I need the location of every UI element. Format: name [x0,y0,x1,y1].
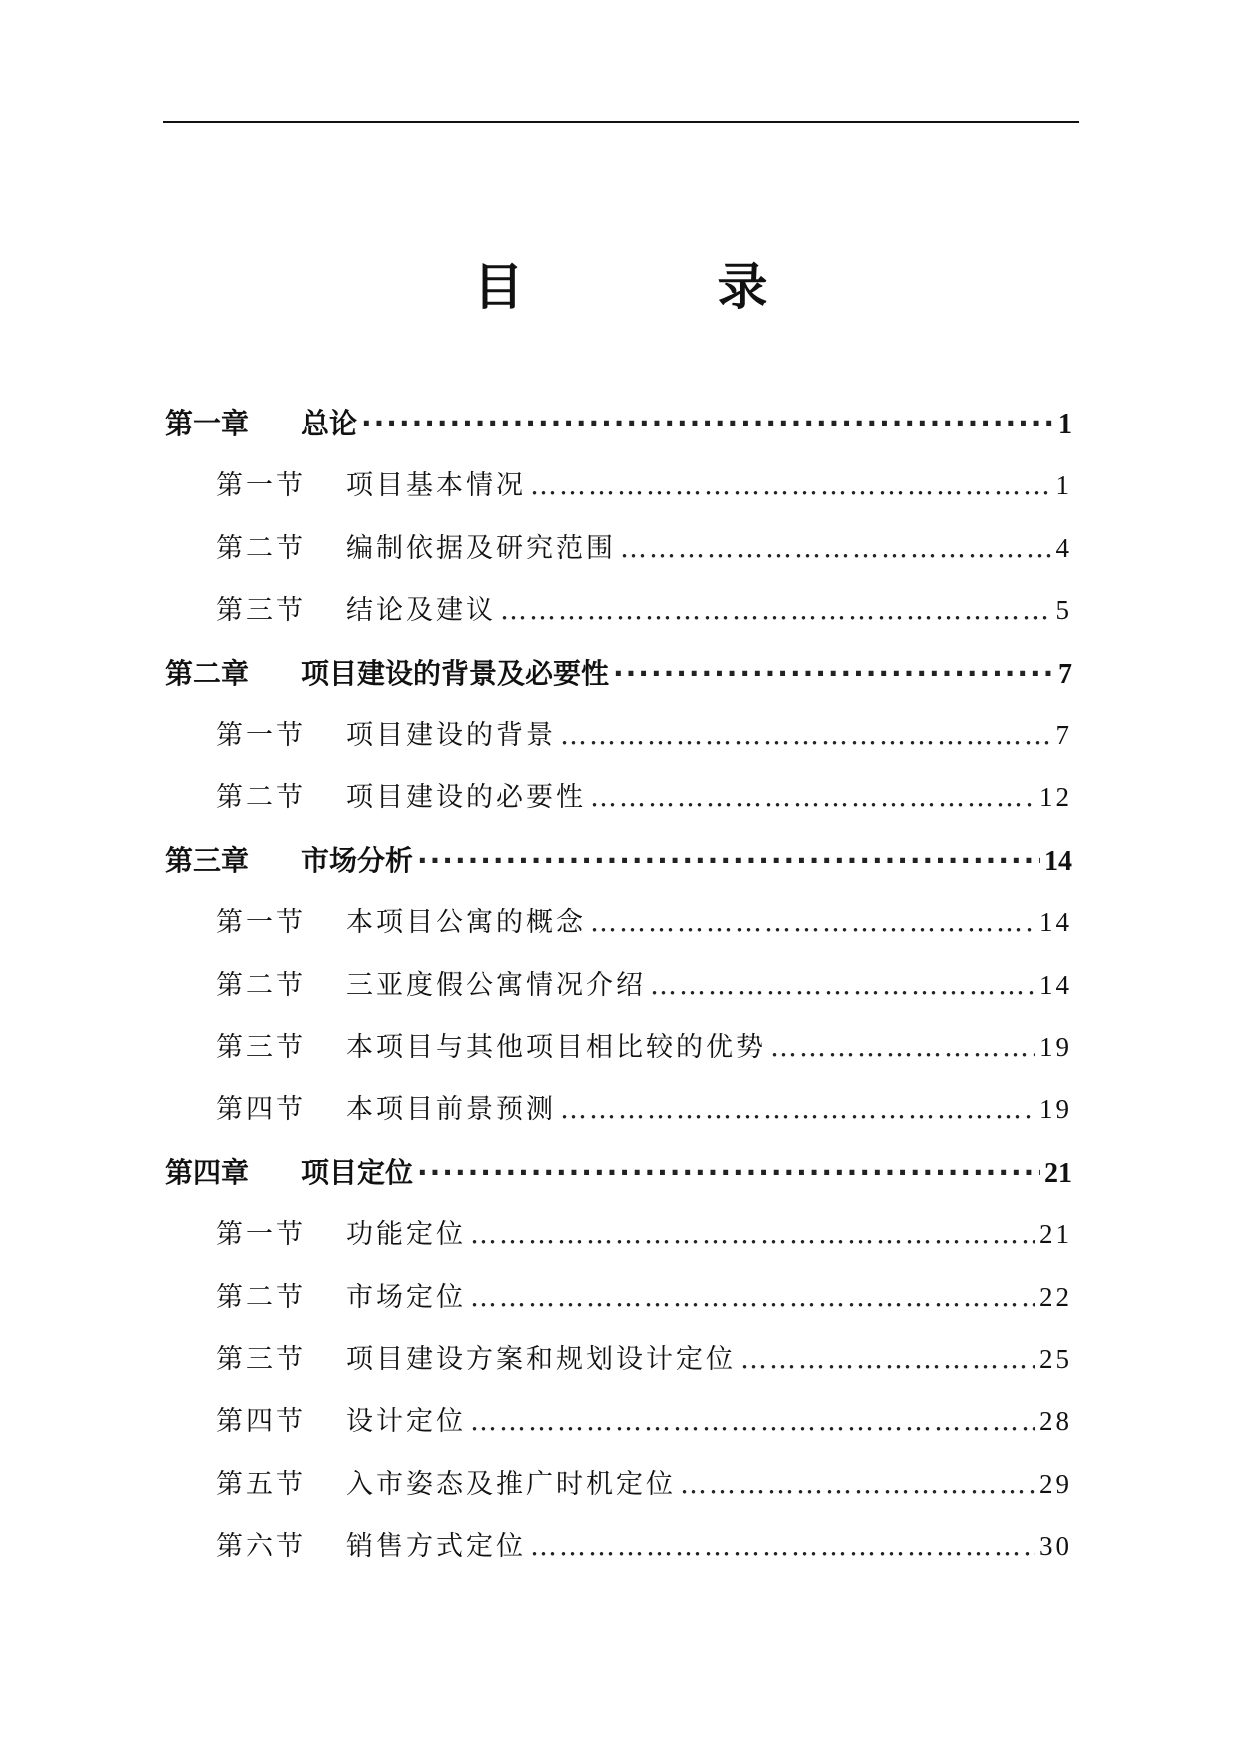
toc-page-number: 19 [1039,1094,1072,1125]
toc-chapter-entry[interactable] [165,843,1072,877]
toc-dot-leader [530,1533,1035,1560]
toc-section-entry[interactable] [216,1094,1072,1126]
toc-number: 第四章 [165,1155,250,1189]
toc-number: 第一节 [216,1219,306,1251]
toc-page-number: 1 [1058,409,1072,440]
toc-chapter-entry[interactable] [165,1155,1072,1189]
toc-page-number: 14 [1039,969,1072,1000]
toc-dot-leader [470,1408,1035,1435]
page-title: 目 录 [473,258,840,316]
toc-heading: 总论 [301,407,358,440]
toc-number: 第三节 [216,595,306,627]
toc-heading: 本项目与其他项目相比较的优势 [346,1032,766,1063]
toc-dot-leader [680,1471,1035,1498]
toc-dot-leader [560,1096,1035,1123]
toc-number: 第一节 [216,907,306,939]
toc-heading: 三亚度假公寓情况介绍 [346,969,646,1001]
toc-dot-leader [530,472,1052,499]
toc-heading: 设计定位 [346,1406,466,1438]
toc-section-entry[interactable] [216,907,1072,939]
toc-heading: 项目建设的必要性 [346,782,586,814]
toc-heading: 本项目前景预测 [346,1094,556,1126]
toc-section-entry[interactable] [216,1219,1072,1251]
toc-number: 第二节 [216,782,306,814]
toc-page-number: 12 [1039,782,1072,813]
toc-dot-leader [417,1159,1040,1187]
toc-page-number: 14 [1044,845,1072,877]
toc-heading: 功能定位 [346,1219,466,1251]
toc-section-entry[interactable] [216,969,1072,1001]
toc-chapter-entry[interactable] [165,407,1072,440]
toc-section-entry[interactable] [216,1034,1072,1061]
toc-heading: 项目建设的背景 [346,720,556,751]
toc-page-number: 4 [1055,532,1072,563]
toc-page-number: 21 [1039,1219,1072,1250]
toc-section-entry[interactable] [216,722,1072,749]
toc-section-entry[interactable] [216,595,1072,627]
toc-number: 第三章 [165,843,250,877]
toc-dot-leader [740,1346,1035,1373]
toc-dot-leader [590,784,1035,811]
toc-section-entry[interactable] [216,1531,1072,1563]
toc-dot-leader [613,660,1054,688]
toc-heading: 编制依据及研究范围 [346,532,616,564]
toc-dot-leader [470,1221,1035,1248]
toc-number: 第一节 [216,470,306,502]
toc-page-number: 19 [1039,1032,1072,1062]
toc-page-number: 22 [1039,1281,1072,1312]
toc-number: 第六节 [216,1531,306,1563]
toc-section-entry[interactable] [216,1281,1072,1313]
toc-number: 第一节 [216,720,306,751]
toc-section-entry[interactable] [216,470,1072,502]
toc-section-entry[interactable] [216,1346,1072,1373]
toc-number: 第三节 [216,1032,306,1063]
toc-heading: 市场分析 [301,843,414,877]
toc-page-number: 21 [1044,1157,1072,1189]
toc-dot-leader [417,847,1040,875]
toc-section-entry[interactable] [216,1468,1072,1500]
toc-chapter-entry[interactable] [165,656,1072,690]
toc-page-number: 28 [1039,1406,1072,1437]
toc-heading: 本项目公寓的概念 [346,907,586,939]
toc-heading: 项目建设方案和规划设计定位 [346,1344,736,1375]
toc-heading: 项目基本情况 [346,470,526,502]
toc-page-number: 5 [1055,595,1072,626]
toc-page-number: 1 [1055,470,1072,501]
toc-page-number: 7 [1055,720,1072,750]
toc-dot-leader [500,597,1052,624]
toc-page-number: 14 [1039,907,1072,938]
toc-dot-leader [560,722,1052,749]
toc-dot-leader [590,909,1035,936]
toc-number: 第五节 [216,1468,306,1500]
toc-number: 第四节 [216,1406,306,1438]
toc-dot-leader [770,1034,1035,1061]
toc-number: 第四节 [216,1094,306,1126]
toc-heading: 入市姿态及推广时机定位 [346,1468,676,1500]
toc-heading: 市场定位 [346,1281,466,1313]
toc-number: 第三节 [216,1344,306,1375]
toc-dot-leader [470,1284,1035,1311]
toc-heading: 销售方式定位 [346,1531,526,1563]
toc-section-entry[interactable] [216,532,1072,564]
toc-number: 第二节 [216,532,306,564]
toc-number: 第一章 [165,407,250,440]
toc-number: 第二节 [216,1281,306,1313]
toc-page-number: 29 [1039,1468,1072,1499]
toc-section-entry[interactable] [216,782,1072,814]
toc-heading: 结论及建议 [346,595,496,627]
toc-page-number: 30 [1039,1531,1072,1562]
toc-dot-leader [650,972,1035,999]
toc-dot-leader [361,410,1054,438]
toc-page-number: 7 [1058,658,1072,690]
toc-section-entry[interactable] [216,1406,1072,1438]
toc-heading: 项目建设的背景及必要性 [301,656,610,690]
toc-heading: 项目定位 [301,1155,414,1189]
toc-page-number: 25 [1039,1344,1072,1374]
toc-dot-leader [620,535,1052,562]
toc-number: 第二节 [216,969,306,1001]
toc-number: 第二章 [165,656,250,690]
